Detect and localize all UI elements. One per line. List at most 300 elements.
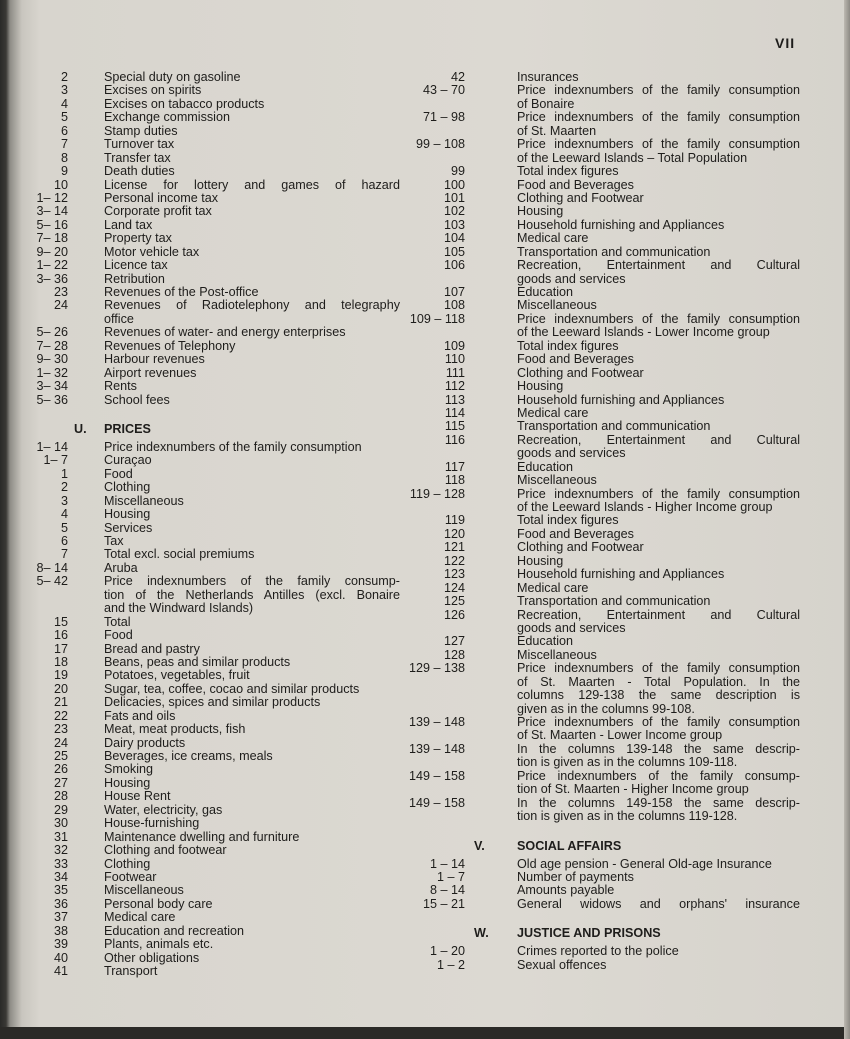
entry-line: In the columns 149-158 the same descrip- <box>517 795 800 810</box>
entry-line: Personal body care <box>104 896 213 911</box>
entry-line: tion of the Netherlands Antilles (excl. Bonaire <box>104 587 400 602</box>
column-number: 8 <box>60 150 68 165</box>
column-number: 4 <box>60 96 68 111</box>
column-number: 26 <box>53 762 68 777</box>
contents-entry <box>20 643 400 656</box>
entry-description <box>104 454 400 467</box>
entry-description <box>104 831 400 844</box>
entry-line: Price indexnumbers of the family consumption <box>517 137 800 152</box>
contents-entry <box>20 454 400 467</box>
contents-entry <box>20 84 400 97</box>
column-number: 103 <box>443 217 465 232</box>
column-number: 126 <box>443 607 465 622</box>
contents-entry <box>380 609 800 636</box>
contents-entry <box>380 871 800 884</box>
entry-description <box>517 138 800 165</box>
contents-entry <box>380 555 800 568</box>
entry-description <box>517 609 800 636</box>
column-number: 9 <box>60 164 68 179</box>
column-number: 5– 26 <box>36 325 68 340</box>
entry-description <box>104 777 400 790</box>
column-number: 15 <box>53 614 68 629</box>
entry-line: Tax <box>104 534 124 548</box>
column-number: 110 <box>444 352 465 367</box>
entry-line: Price indexnumbers of the family consump- <box>104 574 400 589</box>
entry-line: tion is given as in the columns 109-118. <box>517 755 738 770</box>
column-number: 7 <box>60 137 68 152</box>
column-number: 32 <box>53 843 68 858</box>
column-number: 5– 42 <box>36 574 68 589</box>
column-number: 42 <box>450 70 465 84</box>
contents-entry <box>380 474 800 487</box>
entry-description <box>517 871 800 884</box>
column-number: 109 – 118 <box>409 311 465 326</box>
column-number: 5 <box>60 520 68 535</box>
entry-description <box>104 562 400 575</box>
column-number: 100 <box>443 177 465 192</box>
entry-line: Personal income tax <box>104 190 219 205</box>
contents-entry <box>20 669 400 682</box>
contents-entry <box>20 831 400 844</box>
column-number: 27 <box>53 775 68 790</box>
contents-entry <box>380 313 800 340</box>
entry-description <box>104 441 400 454</box>
contents-entry <box>380 488 800 515</box>
contents-entry <box>20 844 400 857</box>
column-number: 119 <box>444 513 465 528</box>
entry-line: Recreation, Entertainment and Cultural <box>517 432 800 447</box>
entry-line: House-furnishing <box>104 816 200 831</box>
contents-entry <box>380 71 800 84</box>
entry-line: Maintenance dwelling and furniture <box>104 829 300 844</box>
entry-line: Education <box>517 634 574 649</box>
contents-entry <box>380 219 800 232</box>
contents-entry <box>380 662 800 716</box>
column-number: 99 <box>450 164 465 179</box>
entry-description <box>517 219 800 232</box>
entry-line: Transportation and communication <box>517 244 711 259</box>
entry-line: Total index figures <box>517 338 619 353</box>
entry-line: Delicacies, spices and similar products <box>104 695 321 710</box>
entry-description <box>104 353 400 366</box>
entry-line: and the Windward Islands) <box>104 601 254 616</box>
entry-description <box>517 380 800 393</box>
entry-line: Household furnishing and Appliances <box>517 567 725 582</box>
contents-entry <box>20 696 400 709</box>
entry-line: Licence tax <box>104 258 168 273</box>
contents-entry <box>380 246 800 259</box>
entry-line: Corporate profit tax <box>104 204 212 219</box>
entry-line: tion is given as in the columns 119-128. <box>517 809 738 824</box>
contents-entry <box>20 495 400 508</box>
entry-description <box>104 884 400 897</box>
contents-entry <box>20 286 400 299</box>
column-number: 109 <box>443 338 465 353</box>
entry-line: Plants, animals etc. <box>104 937 214 952</box>
column-number: 16 <box>53 628 68 643</box>
contents-entry <box>380 407 800 420</box>
entry-line: of St. Maarten <box>517 123 597 138</box>
entry-line: of St. Maarten - Lower Income group <box>517 728 723 743</box>
column-number: 128 <box>443 647 465 662</box>
entry-line: In the columns 139-148 the same descrip- <box>517 741 800 756</box>
column-number: 17 <box>53 641 68 656</box>
entry-line: Amounts payable <box>517 883 615 898</box>
entry-description <box>104 232 400 245</box>
entry-line: Medical care <box>517 231 589 246</box>
contents-entry <box>380 138 800 165</box>
column-number: 101 <box>443 190 465 205</box>
entry-description <box>104 871 400 884</box>
contents-entry <box>380 716 800 743</box>
section-title: SOCIAL AFFAIRS <box>517 838 622 853</box>
contents-entry <box>380 394 800 407</box>
entry-description <box>517 259 800 286</box>
column-number: 118 <box>444 473 465 488</box>
column-number: 37 <box>53 910 68 925</box>
entry-description <box>517 179 800 192</box>
column-number: 35 <box>53 883 68 898</box>
column-number: 2 <box>60 480 68 495</box>
page-edge-right <box>844 0 850 1039</box>
entry-line: Clothing <box>104 856 151 871</box>
entry-description <box>104 394 400 407</box>
contents-entry <box>20 884 400 897</box>
contents-entry <box>20 535 400 548</box>
column-number: 6 <box>60 534 68 548</box>
entry-line: Food and Beverages <box>517 177 634 192</box>
column-number: 108 <box>443 298 465 313</box>
entry-line: Education and recreation <box>104 923 245 938</box>
column-number: 39 <box>53 937 68 952</box>
contents-entry <box>20 965 400 978</box>
column-number: 129 – 138 <box>408 661 465 676</box>
contents-entry <box>20 273 400 286</box>
column-number: 122 <box>443 553 465 568</box>
entry-line: Revenues of the Post-office <box>104 285 259 299</box>
entry-description <box>104 219 400 232</box>
entry-line: of St. Maarten - Total Population. In the <box>517 674 800 689</box>
column-number: 121 <box>443 540 465 555</box>
contents-entry <box>20 246 400 259</box>
entry-line: Education <box>517 459 574 474</box>
entry-description <box>517 945 800 958</box>
column-number: 1– 7 <box>43 453 68 468</box>
entry-description <box>104 71 400 84</box>
column-number: 1– 22 <box>36 258 68 273</box>
contents-entry <box>380 595 800 608</box>
contents-entry <box>20 871 400 884</box>
entry-line: Land tax <box>104 217 153 232</box>
contents-entry <box>20 629 400 642</box>
entry-line: Airport revenues <box>104 365 197 380</box>
column-number: 36 <box>53 896 68 911</box>
column-number: 3– 14 <box>36 204 68 219</box>
column-number: 24 <box>53 735 68 750</box>
entry-line: of Bonaire <box>517 96 575 111</box>
entry-line: Housing <box>104 775 151 790</box>
contents-entry <box>20 777 400 790</box>
contents-entry <box>380 179 800 192</box>
column-number: 5– 36 <box>36 392 68 407</box>
entry-line: Medical care <box>517 580 589 595</box>
entry-line: tion of St. Maarten - Higher Income group <box>517 782 749 797</box>
column-number: 5 <box>60 110 68 125</box>
column-number: 10 <box>53 177 68 192</box>
entry-line: Price indexnumbers of the family consumption <box>517 311 800 326</box>
entry-line: of the Leeward Islands - Higher Income group <box>517 500 773 514</box>
entry-line: Stamp duties <box>104 123 178 138</box>
entry-line: Services <box>104 520 153 535</box>
contents-entry <box>20 165 400 178</box>
entry-description <box>104 669 400 682</box>
contents-entry <box>20 952 400 965</box>
entry-line: Revenues of Radiotelephony and telegraphy <box>104 298 400 313</box>
entry-description <box>104 165 400 178</box>
entry-description <box>104 125 400 138</box>
entry-line: Household furnishing and Appliances <box>517 217 725 232</box>
entry-description <box>104 84 400 97</box>
column-number: 1– 32 <box>36 365 68 380</box>
contents-entry <box>20 683 400 696</box>
entry-line: General widows and orphans' insurance <box>517 896 800 911</box>
contents-entry <box>20 367 400 380</box>
entry-line: of the Leeward Islands - Lower Income group <box>517 325 770 340</box>
column-number: 104 <box>443 231 465 246</box>
entry-line: Transportation and communication <box>517 419 711 434</box>
entry-line: Number of payments <box>517 869 634 884</box>
entry-description <box>517 514 800 527</box>
entry-line: Housing <box>517 379 564 394</box>
column-number: 114 <box>444 405 465 420</box>
entry-description <box>104 522 400 535</box>
column-number: 18 <box>53 654 68 669</box>
entry-description <box>517 111 800 138</box>
entry-line: House Rent <box>104 789 171 804</box>
entry-description <box>104 192 400 205</box>
column-number: 1 – 7 <box>436 869 465 884</box>
contents-entry <box>380 514 800 527</box>
contents-entry <box>20 98 400 111</box>
entry-line: Sexual offences <box>517 957 607 972</box>
contents-entry <box>380 582 800 595</box>
column-number: 112 <box>444 379 465 394</box>
entry-description <box>517 555 800 568</box>
contents-entry <box>380 434 800 461</box>
contents-entry <box>380 797 800 824</box>
entry-description <box>517 959 800 972</box>
book-edge-bottom <box>0 1027 850 1039</box>
contents-entry <box>20 353 400 366</box>
entry-description <box>517 367 800 380</box>
entry-description <box>104 804 400 817</box>
entry-line: Water, electricity, gas <box>104 802 223 817</box>
page-number: VII <box>775 35 796 51</box>
entry-line: Food and Beverages <box>517 526 634 541</box>
column-number: 15 – 21 <box>422 896 465 911</box>
entry-description <box>104 111 400 124</box>
contents-column-left <box>20 71 400 978</box>
column-number: 30 <box>53 816 68 831</box>
entry-description <box>517 394 800 407</box>
entry-line: Dairy products <box>104 735 186 750</box>
contents-entry <box>380 205 800 218</box>
entry-line: Crimes reported to the police <box>517 944 679 959</box>
contents-entry <box>380 528 800 541</box>
entry-description <box>517 461 800 474</box>
contents-entry <box>380 649 800 662</box>
entry-line: School fees <box>104 392 170 407</box>
entry-line: Transfer tax <box>104 150 171 165</box>
contents-entry <box>380 286 800 299</box>
entry-description <box>517 635 800 648</box>
entry-line: Medical care <box>517 405 589 420</box>
column-number: 127 <box>443 634 465 649</box>
entry-description <box>104 737 400 750</box>
contents-entry <box>20 259 400 272</box>
entry-line: Clothing and Footwear <box>517 365 644 380</box>
contents-entry <box>20 790 400 803</box>
contents-entry <box>20 562 400 575</box>
entry-line: Curaçao <box>104 453 152 468</box>
entry-description <box>104 817 400 830</box>
contents-entry <box>20 817 400 830</box>
entry-description <box>104 246 400 259</box>
entry-line: Price indexnumbers of the family consump- <box>517 768 800 783</box>
column-number: 6 <box>60 123 68 138</box>
column-number: 1 – 20 <box>429 944 465 959</box>
section-title: PRICES <box>104 421 151 436</box>
contents-entry <box>20 616 400 629</box>
entry-line: Sugar, tea, coffee, cocao and similar products <box>104 681 360 696</box>
column-number: 3– 36 <box>36 271 68 286</box>
column-number: 124 <box>443 580 465 595</box>
contents-entry <box>380 884 800 897</box>
entry-line: Miscellaneous <box>517 647 597 662</box>
entry-line: Miscellaneous <box>104 493 184 508</box>
entry-line: Revenues of Telephony <box>104 338 236 353</box>
contents-entry <box>20 548 400 561</box>
column-number: 117 <box>444 459 465 474</box>
column-number: 34 <box>53 869 68 884</box>
entry-description <box>517 858 800 871</box>
contents-entry <box>20 763 400 776</box>
contents-entry <box>20 232 400 245</box>
column-number: 22 <box>53 708 68 723</box>
entry-description <box>104 299 400 326</box>
entry-description <box>104 286 400 299</box>
entry-description <box>517 884 800 897</box>
column-number: 116 <box>444 432 465 447</box>
column-number: 71 – 98 <box>422 110 465 125</box>
column-number: 1– 14 <box>36 439 68 454</box>
contents-entry <box>380 165 800 178</box>
column-number: 25 <box>53 749 68 763</box>
entry-line: Harbour revenues <box>104 352 205 367</box>
column-number: 125 <box>443 594 465 609</box>
entry-description <box>517 353 800 366</box>
column-number: 99 – 108 <box>415 137 465 152</box>
entry-description <box>104 535 400 548</box>
entry-description <box>104 138 400 151</box>
contents-entry <box>20 481 400 494</box>
entry-line: Total excl. social premiums <box>104 547 255 562</box>
column-number: 2 <box>60 70 68 84</box>
entry-line: Clothing and footwear <box>104 843 227 858</box>
column-number: 28 <box>53 789 68 804</box>
contents-entry <box>20 575 400 615</box>
contents-entry <box>20 911 400 924</box>
entry-line: Beans, peas and similar products <box>104 654 291 669</box>
entry-line: Total index figures <box>517 513 619 528</box>
contents-entry <box>20 394 400 407</box>
contents-entry <box>20 737 400 750</box>
column-number: 38 <box>53 923 68 938</box>
entry-description <box>104 965 400 978</box>
entry-line: Clothing <box>104 480 151 495</box>
entry-description <box>104 858 400 871</box>
contents-entry <box>380 367 800 380</box>
entry-line: Housing <box>104 507 151 522</box>
entry-line: Price indexnumbers of the family consumption <box>517 83 800 98</box>
entry-description <box>517 71 800 84</box>
column-number: 19 <box>53 668 68 683</box>
entry-line: Turnover tax <box>104 137 175 152</box>
entry-description <box>517 434 800 461</box>
entry-description <box>104 508 400 521</box>
contents-entry <box>20 750 400 763</box>
contents-entry <box>380 299 800 312</box>
column-number: 1– 12 <box>36 190 68 205</box>
column-number: 139 – 148 <box>408 715 465 729</box>
column-number: 123 <box>443 567 465 582</box>
column-number: 111 <box>445 365 465 380</box>
contents-entry <box>380 461 800 474</box>
column-number: 43 – 70 <box>422 83 465 98</box>
column-number: 33 <box>53 856 68 871</box>
contents-entry <box>20 179 400 192</box>
entry-description <box>104 911 400 924</box>
contents-entry <box>20 299 400 326</box>
entry-description <box>104 380 400 393</box>
section-letter: W. <box>474 926 489 941</box>
entry-line: Excises on tabacco products <box>104 96 265 111</box>
column-number: 3 <box>60 493 68 508</box>
entry-description <box>517 568 800 581</box>
section-letter: U. <box>74 421 87 436</box>
contents-entry <box>380 541 800 554</box>
entry-line: Education <box>517 285 574 299</box>
entry-description <box>517 716 800 743</box>
contents-entry <box>20 219 400 232</box>
contents-entry <box>20 138 400 151</box>
entry-line: Bread and pastry <box>104 641 200 656</box>
entry-line: office <box>104 311 134 326</box>
entry-line: of the Leeward Islands – Total Population <box>517 150 748 165</box>
entry-description <box>104 683 400 696</box>
entry-description <box>517 286 800 299</box>
column-number: 5– 16 <box>36 217 68 232</box>
contents-entry <box>380 770 800 797</box>
entry-line: Price indexnumbers of the family consumption <box>517 715 800 729</box>
entry-line: Rents <box>104 379 137 394</box>
entry-line: Potatoes, vegetables, fruit <box>104 668 250 683</box>
column-number: 102 <box>443 204 465 219</box>
contents-entry <box>380 858 800 871</box>
column-number: 41 <box>53 964 68 978</box>
entry-line: Miscellaneous <box>517 298 597 313</box>
contents-entry <box>20 508 400 521</box>
